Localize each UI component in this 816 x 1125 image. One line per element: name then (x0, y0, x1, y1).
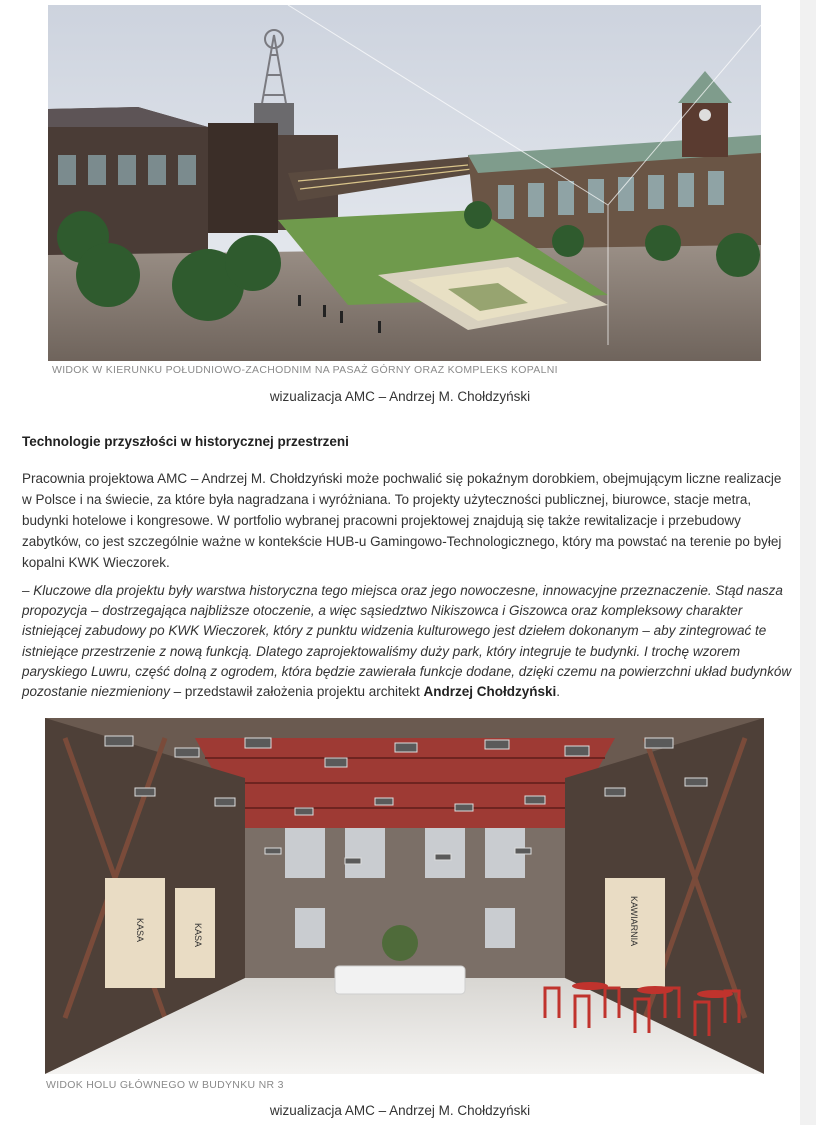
sign-kawiarnia: KAWIARNIA (629, 896, 639, 947)
scrollbar[interactable] (800, 0, 816, 1125)
quote-end: . (556, 684, 561, 700)
image-credit: wizualizacja AMC – Andrzej M. Chołdzyński (269, 389, 531, 404)
quote-text: – Kluczowe dla projektu były warstwa historyczna tego miejsca oraz jego nowoczesne, innowacyjne przeznaczenie. Stąd nasza propozycja – dostrzegająca najbliższe otoczenie, a więc sąsiedztwo Nikiszowca i Giszowca oraz kompleksowy charakter istniejącej zabudowy po KWK Wieczorek, który z punktu widzenia kulturowego jest dziełem dokonanym – aby zintegrować te istniejące przestrzenie z nową funkcją. Dlatego zaprojektowaliśmy duży park, który integruje te budynki. I trochę wzorem paryskiego Luwru, część dolną z ogrodem, która będzie zawierała funkcje dodane, dzięki czemu na powierzchni układ budynków pozostanie niezmieniony (22, 583, 792, 700)
interior-visualization-image (45, 718, 764, 1074)
image-caption-overlay: WIDOK W KIERUNKU POŁUDNIOWO-ZACHODNIM NA PASAŻ GÓRNY ORAZ KOMPLEKS KOPALNI (52, 364, 558, 376)
image-caption-overlay: WIDOK HOLU GŁÓWNEGO W BUDYNKU NR 3 (46, 1079, 284, 1091)
quote-attribution: – przedstawił założenia projektu architekt (169, 684, 424, 700)
image-credit: wizualizacja AMC – Andrzej M. Chołdzyński (269, 1103, 531, 1118)
sign-kasa-2: KASA (193, 923, 203, 948)
article-quote (22, 581, 792, 702)
exterior-visualization-image (48, 5, 761, 361)
article-paragraph: Pracownia projektowa AMC – Andrzej M. Chołdzyński może pochwalić się pokaźnym dorobkiem, obejmującym liczne realizacje w Polsce i na świecie, za które była nagradzana i wyróżniana. To projekty użyteczności publicznej, biurowce, stacje metra, budynki hotelowe i kongresowe. W portfolio wybranej pracowni projektowej znajdują się także rewitalizacje i przebudowy zabytków, co jest szczególnie ważne w kontekście HUB-u Gamingowo-Technologicznego, który ma powstać na terenie po byłej kopalni KWK Wieczorek. (22, 471, 782, 570)
sign-kasa-1: KASA (135, 918, 145, 943)
section-heading: Technologie przyszłości w historycznej przestrzeni (22, 434, 349, 449)
architect-name: Andrzej Chołdzyński (423, 684, 557, 700)
